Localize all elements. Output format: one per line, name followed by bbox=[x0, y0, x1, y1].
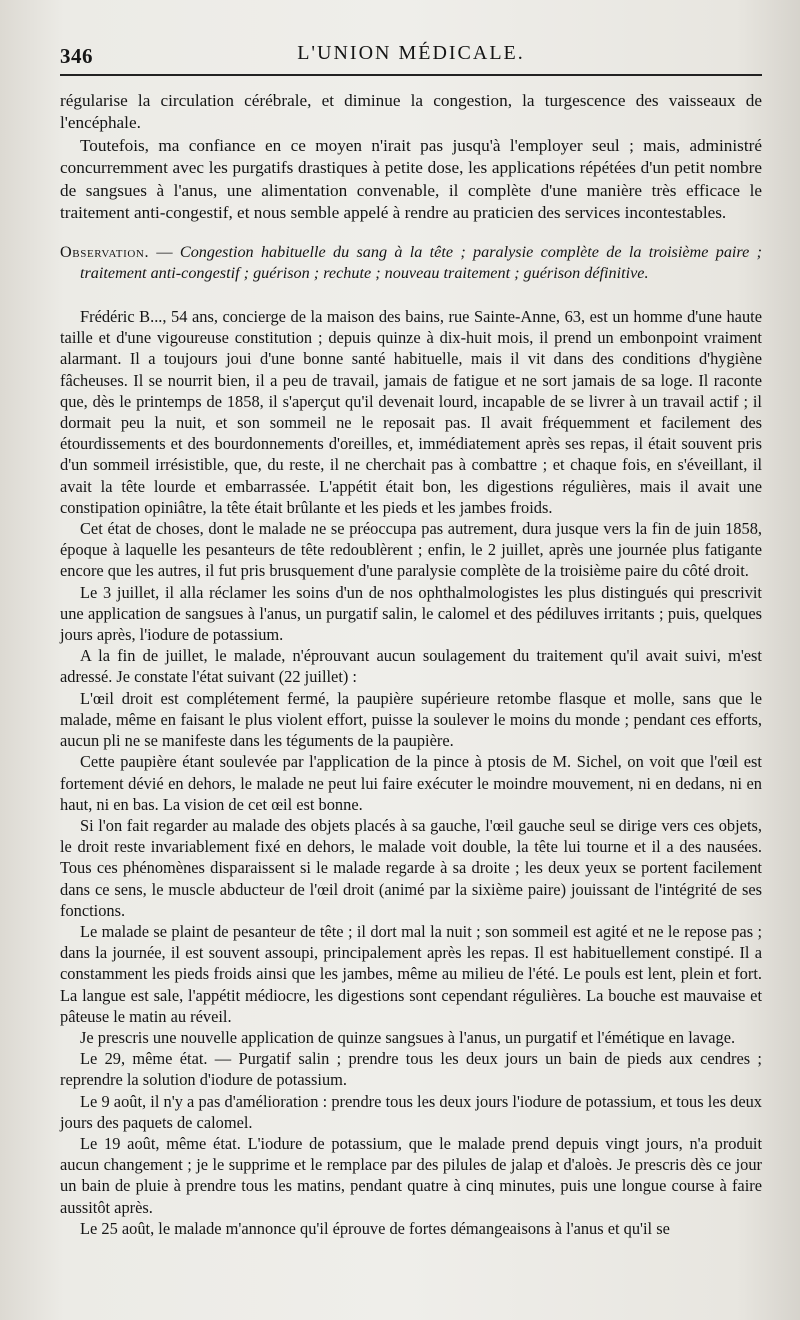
header-rule bbox=[60, 74, 762, 76]
running-head bbox=[60, 36, 762, 70]
case-paragraph: Le 25 août, le malade m'annonce qu'il éprouve de fortes démangeaisons à l'anus et qu'il se bbox=[80, 1218, 670, 1238]
intro-paragraph: régularise la circulation cérébrale, et diminue la congestion, la turgescence des vaisseaux de l'encéphale. bbox=[60, 91, 762, 133]
case-paragraph: Je prescris une nouvelle application de quinze sangsues à l'anus, un purgatif et l'émétique en lavage. bbox=[80, 1027, 736, 1047]
case-paragraph: Si l'on fait regarder au malade des objets placés à sa gauche, l'œil gauche seul se dirige vers ces objets, le droit reste invariablement fixé en dehors, le malade voit double, la tête lui tourne et il a des nausées. Tous ces phénomènes disparaissent si le malade regarde à sa droite ; les deux yeux se portent facilement dans ce sens, le muscle abducteur de l'œil droit (animé par la sixième paire) jouissant de l'intégrité de ses fonctions. bbox=[60, 815, 762, 920]
observation-dash: — bbox=[149, 243, 180, 262]
case-paragraph: Le 19 août, même état. L'iodure de potassium, que le malade prend depuis vingt jours, n'a produit aucun changement ; je le supprime et le remplace par des pilules de jalap et d'aloès. Je prescris dès ce jour un bain de pluie à prendre tous les matins, pendant quatre à cinq minutes, puis une longue course à faire aussitôt après. bbox=[60, 1133, 762, 1217]
case-paragraph: L'œil droit est complétement fermé, la paupière supérieure retombe flasque et molle, sans que le malade, même en faisant le plus violent effort, puisse la soulever le moins du monde ; pendant ces efforts, aucun pli ne se manifeste dans les téguments de la paupière. bbox=[60, 688, 762, 751]
case-paragraph: Frédéric B..., 54 ans, concierge de la maison des bains, rue Sainte-Anne, 63, est un homme d'une haute taille et d'une vigoureuse constitution ; depuis quinze à dix-huit mois, il prend un embonpoint vraiment alarmant. Il a toujours joui d'une bonne santé habituelle, mais il vit dans des conditions d'hygiène fâcheuses. Il se nourrit bien, il a peu de travail, jamais de fatigue et ne sort jamais de sa loge. Il raconte que, dès le printemps de 1858, il s'aperçut qu'il devenait lourd, incapable de se livrer à un travail actif ; il dormait peu la nuit, et son sommeil ne le reposait pas. Il avait fréquemment et facilement des étourdissements et des bourdonnements d'oreilles, et, immédiatement après ses repas, il était souvent pris d'un sommeil irrésistible, que, du reste, il ne cherchait pas à combattre ; et chaque fois, en s'éveillant, il avait la tête lourde et embarrassée. L'appétit était bon, les digestions régulières, mais il avait une constipation opiniâtre, la tête était brûlante et les pieds et les jambes froids. bbox=[60, 307, 762, 517]
intro-paragraph: Toutefois, ma confiance en ce moyen n'irait pas jusqu'à l'employer seul ; mais, administré concurremment avec les purgatifs drastiques à petite dose, les applications répétées d'un petit nombre de sangsues à l'anus, une alimentation convenable, il complète d'une manière très efficace le traitement anti-congestif, et nous semble appelé à rendre au praticien des services incontestables. bbox=[60, 135, 762, 223]
case-paragraph: Cette paupière étant soulevée par l'application de la pince à ptosis de M. Sichel, on voit que l'œil est fortement dévié en dehors, le malade ne peut lui faire exécuter le moindre mouvement, ni en dedans, ni en haut, ni en bas. La vision de cet œil est bonne. bbox=[60, 752, 762, 814]
case-paragraph: Le 29, même état. — Purgatif salin ; prendre tous les deux jours un bain de pieds aux cendres ; reprendre la solution d'iodure de potassium. bbox=[60, 1049, 762, 1090]
observation-heading bbox=[60, 242, 762, 284]
case-paragraph: Le 3 juillet, il alla réclamer les soins d'un de nos ophthalmologistes les plus distingués qui prescrivit une application de sangsues à l'anus, un purgatif salin, le calomel et des pédiluves irritants ; puis, quelques jours après, l'iodure de potassium. bbox=[60, 582, 762, 645]
case-paragraph: Cet état de choses, dont le malade ne se préoccupa pas autrement, dura jusque vers la fin de juin 1858, époque à laquelle les pesanteurs de tête redoublèrent ; enfin, le 2 juillet, après une journée plus fatigante encore que les autres, il fut pris brusquement d'une paralysie complète de la troisième paire du côté droit. bbox=[60, 519, 762, 581]
observation-title: Congestion habituelle du sang à la tête ; paralysie complète de la troisième paire ; traitement anti-congestif ; guérison ; rechute ; nouveau traitement ; guérison définitive. bbox=[80, 243, 762, 283]
case-paragraph: A la fin de juillet, le malade, n'éprouvant aucun soulagement du traitement qu'il avait suivi, m'est adressé. Je constate l'état suivant (22 juillet) : bbox=[60, 646, 762, 687]
case-paragraph: Le 9 août, il n'y a pas d'amélioration : prendre tous les deux jours l'iodure de potassium, et tous les deux jours des paquets de calomel. bbox=[60, 1091, 762, 1132]
journal-title: L'UNION MÉDICALE. bbox=[297, 42, 525, 64]
observation-label: Observation. bbox=[60, 243, 150, 262]
case-paragraph: Le malade se plaint de pesanteur de tête ; il dort mal la nuit ; son sommeil est agité et ne le repose pas ; dans la journée, il est souvent assoupi, principalement après les repas. Il est habituellement constipé. Il a constamment les pieds froids ainsi que les jambes, même au milieu de l'été. Le pouls est lent, plein et fort. La langue est sale, l'appétit médiocre, les digestions sont cependant régulières. La bouche est mauvaise et pâteuse le matin au réveil. bbox=[60, 921, 762, 1026]
page-number: 346 bbox=[60, 44, 93, 68]
